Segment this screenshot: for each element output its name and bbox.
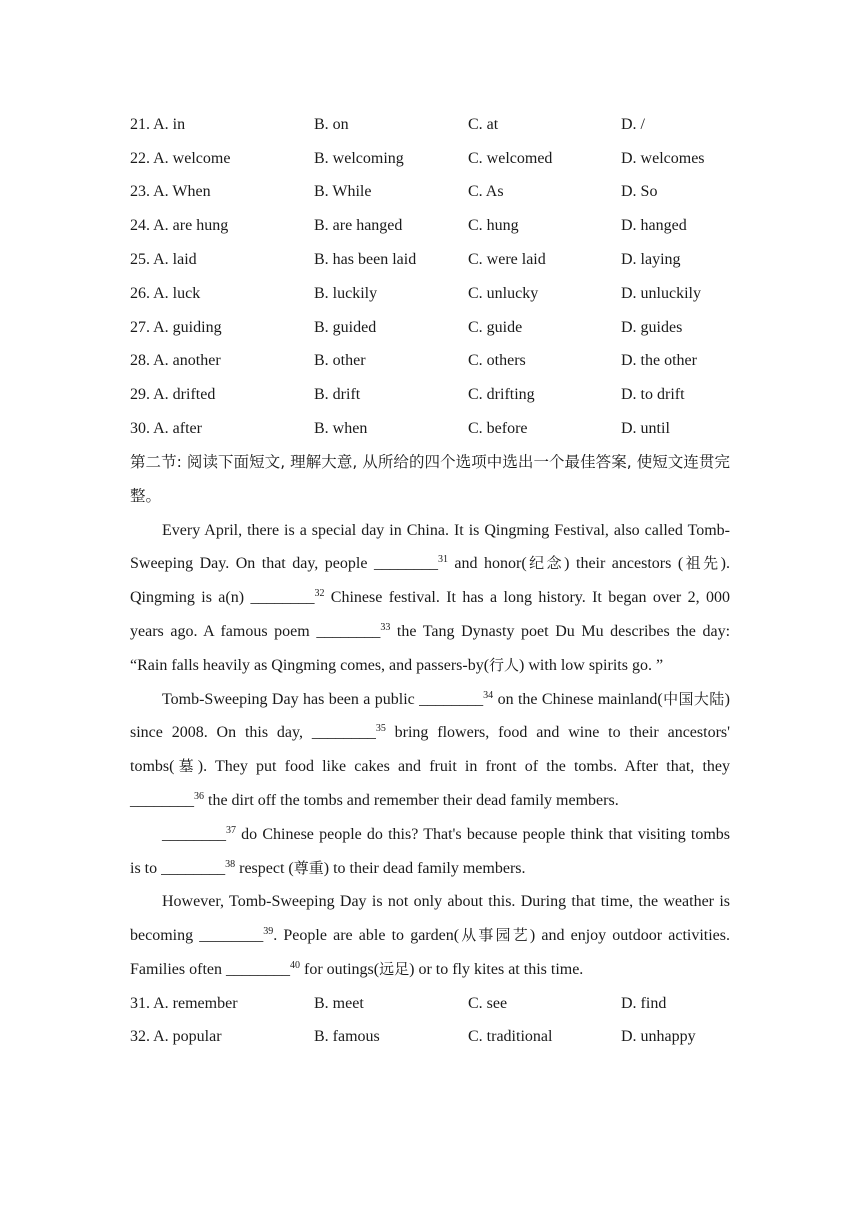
option-a: 29. A. drifted [130,386,216,404]
option-c: C. at [468,115,499,133]
passage-text: However, Tomb-Sweeping Day is not only about this. During that time, the weather is becoming [130,893,730,945]
question-row-24 [130,209,730,243]
question-row-22 [130,142,730,176]
option-b: B. welcoming [314,149,404,167]
passage-paragraph-1 [130,514,730,683]
blank-36 [130,792,204,809]
passage-text: ). Qingming is a(n) [130,555,730,607]
question-row-30 [130,412,730,446]
option-d: D. / [621,115,645,133]
options-list-31-32 [130,987,730,1055]
option-c: C. guide [468,318,523,336]
option-c: C. drifting [468,386,535,404]
passage-text: ). They put food like cakes and fruit in front of the tombs. After that, they [197,758,730,776]
question-row-32 [130,1021,730,1055]
passage-text: Every April, there is a special day in China. It is Qingming Festival, also called Tomb-Sweeping Day. On that day, people [130,521,730,573]
blank-38 [161,860,235,877]
section-instruction: 第二节: 阅读下面短文, 理解大意, 从所给的四个选项中选出一个最佳答案, 使短文连贯完整。 [130,452,730,505]
question-row-31 [130,987,730,1021]
blank-line: ________ [311,724,376,742]
blank-number: 38 [225,858,236,870]
blank-40 [226,961,300,978]
passage-paragraph-3 [130,818,730,886]
passage-text: Chinese festival. It has a long history. It began over 2, 000 years ago. A famous poem [130,589,730,640]
blank-37 [162,826,236,843]
blank-34 [419,691,493,708]
option-d: D. until [621,420,670,438]
option-a: 30. A. after [130,420,202,438]
option-b: B. luckily [314,284,378,302]
question-row-23 [130,176,730,210]
blank-31 [374,555,448,572]
blank-number: 39 [263,926,274,938]
passage-paragraph-2 [130,683,730,818]
blank-line: ________ [130,791,194,809]
passage-text: the Tang Dynasty poet Du Mu describes the day: “Rain falls heavily as Qingming comes, and passers-by( [130,622,731,674]
passage-text: do Chinese people do this? That's because people think that visiting tombs is to [130,825,730,877]
chinese-gloss: 行人 [489,655,520,674]
option-d: D. guides [621,318,683,336]
option-a: 22. A. welcome [130,149,231,167]
option-a: 32. A. popular [130,1028,222,1046]
passage-text: ) since 2008. On this day, [130,690,730,742]
option-c: C. traditional [468,1028,553,1046]
option-b: B. While [314,183,372,201]
chinese-gloss: 纪念 [526,554,565,573]
passage-paragraph-4 [130,885,730,986]
option-a: 31. A. remember [130,994,238,1012]
blank-line: ________ [250,589,315,607]
blank-line: ________ [162,825,226,843]
chinese-gloss: 墓 [174,757,198,776]
option-d: D. unluckily [621,284,701,302]
blank-35 [312,724,386,741]
passage-text: on the Chinese mainland( [493,690,663,708]
option-b: B. when [314,420,368,438]
option-b: B. are hanged [314,217,403,235]
option-d: D. to drift [621,386,685,404]
option-b: B. on [314,115,349,133]
question-row-21 [130,108,730,142]
blank-number: 36 [194,790,204,802]
passage-text: respect ( [235,859,294,877]
chinese-gloss: 从事园艺 [459,926,530,945]
chinese-gloss: 远足 [379,959,410,978]
option-a: 28. A. another [130,352,221,370]
blank-number: 31 [437,554,448,566]
blank-number: 37 [226,824,236,836]
blank-number: 34 [483,689,494,701]
blank-line: ________ [225,960,290,978]
blank-32 [250,589,324,606]
option-d: D. find [621,994,667,1012]
question-row-29 [130,378,730,412]
option-a: 27. A. guiding [130,318,222,336]
chinese-gloss: 尊重 [293,858,324,877]
option-c: C. others [468,352,526,370]
option-a: 25. A. laid [130,251,197,269]
option-b: B. other [314,352,366,370]
blank-line: ________ [373,555,438,573]
passage-text: and honor( [447,555,527,573]
question-row-26 [130,277,730,311]
passage-text: ) and enjoy outdoor activities. Families often [130,927,730,978]
option-b: B. drift [314,386,361,404]
option-b: B. has been laid [314,251,417,269]
option-a: 23. A. When [130,183,211,201]
option-b: B. meet [314,994,364,1012]
option-a: 26. A. luck [130,284,201,302]
option-a: 24. A. are hung [130,217,229,235]
option-c: C. hung [468,217,519,235]
passage-text: ) or to fly kites at this time. [409,960,584,978]
option-c: C. welcomed [468,149,553,167]
blank-number: 35 [375,723,386,735]
document-page [130,108,730,1054]
blank-number: 40 [289,959,300,971]
passage-text: ) their ancestors ( [564,555,684,573]
blank-39 [199,927,273,944]
reading-passage [130,514,730,987]
option-d: D. the other [621,352,697,370]
passage-text: for outings( [299,960,380,978]
passage-text: . People are able to garden( [273,927,460,945]
blank-line: ________ [316,622,381,640]
option-b: B. famous [314,1028,380,1046]
chinese-gloss: 中国大陆 [662,689,725,708]
option-d: D. So [621,183,658,201]
passage-text: bring flowers, food and wine to their ancestors' tombs( [130,724,731,776]
options-list-21-30 [130,108,730,446]
question-row-27 [130,311,730,345]
option-c: C. see [468,994,508,1012]
option-d: D. laying [621,251,681,269]
blank-line: ________ [199,927,264,945]
blank-33 [316,623,390,640]
blank-line: ________ [419,690,484,708]
blank-number: 33 [380,621,391,633]
option-c: C. unlucky [468,284,539,302]
passage-text: ) with low spirits go. ” [519,656,664,674]
option-a: 21. A. in [130,115,186,133]
blank-line: ________ [161,859,226,877]
passage-text: ) to their dead family members. [323,859,526,877]
question-row-25 [130,243,730,277]
option-d: D. hanged [621,217,687,235]
blank-number: 32 [314,588,325,600]
option-c: C. As [468,183,504,201]
option-c: C. were laid [468,251,546,269]
passage-text: Tomb-Sweeping Day has been a public [162,690,420,708]
option-d: D. unhappy [621,1028,696,1046]
passage-text: the dirt off the tombs and remember their dead family members. [204,791,619,809]
option-c: C. before [468,420,528,438]
question-row-28 [130,345,730,379]
option-b: B. guided [314,318,377,336]
chinese-gloss: 祖先 [683,554,721,573]
option-d: D. welcomes [621,149,705,167]
